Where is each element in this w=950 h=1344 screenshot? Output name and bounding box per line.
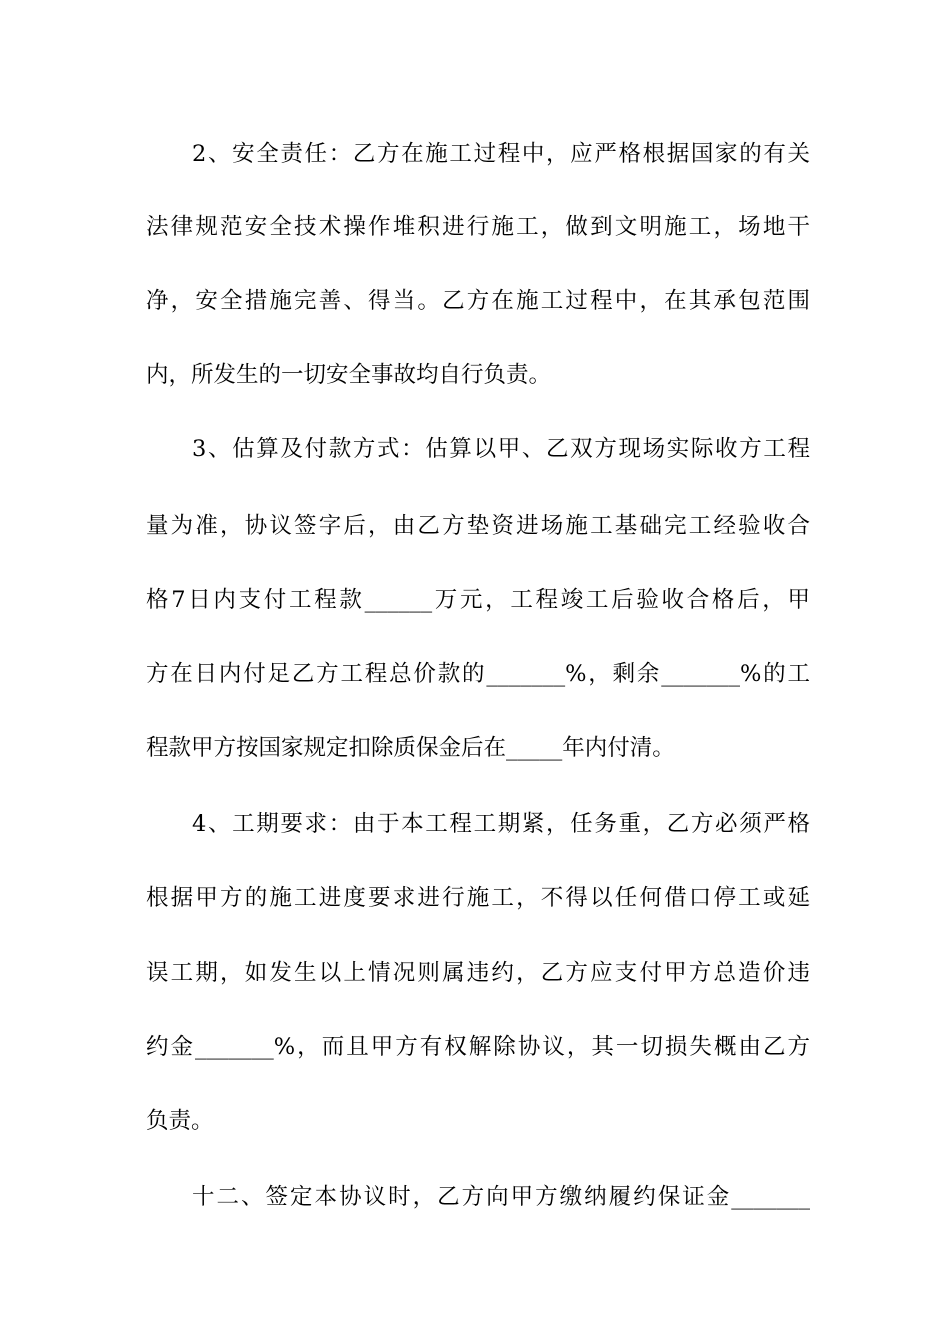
paragraph-payment-line-3: 格7日内支付工程款______万元，工程竣工后验收合格后，甲 xyxy=(146,587,810,613)
paragraph-payment-line-1: 3、估算及付款方式：估算以甲、乙双方现场实际收方工程 xyxy=(192,436,810,462)
paragraph-payment-line-4: 方在日内付足乙方工程总价款的_______%，剩余_______%的工 xyxy=(146,661,810,687)
paragraph-payment-line-5: 程款甲方按国家规定扣除质保金后在_____年内付清。 xyxy=(146,735,675,761)
paragraph-safety-line-2: 法律规范安全技术操作堆积进行施工，做到文明施工，场地干 xyxy=(146,214,810,240)
paragraph-safety-line-3: 净，安全措施完善、得当。乙方在施工过程中，在其承包范围 xyxy=(146,288,810,314)
paragraph-schedule-line-4: 约金_______%，而且甲方有权解除协议，其一切损失概由乙方 xyxy=(146,1034,810,1060)
paragraph-schedule-line-3: 误工期，如发生以上情况则属违约，乙方应支付甲方总造价违 xyxy=(146,960,810,986)
paragraph-schedule-line-5: 负责。 xyxy=(146,1108,214,1134)
paragraph-safety-line-1: 2、安全责任：乙方在施工过程中，应严格根据国家的有关 xyxy=(192,141,810,167)
paragraph-payment-line-2: 量为准，协议签字后，由乙方垫资进场施工基础完工经验收合 xyxy=(146,513,810,539)
paragraph-schedule-line-1: 4、工期要求：由于本工程工期紧，任务重，乙方必须严格 xyxy=(192,811,810,837)
paragraph-deposit-line-1: 十二、签定本协议时，乙方向甲方缴纳履约保证金_______ xyxy=(192,1184,810,1210)
paragraph-schedule-line-2: 根据甲方的施工进度要求进行施工，不得以任何借口停工或延 xyxy=(146,885,810,911)
paragraph-safety-line-4: 内，所发生的一切安全事故均自行负责。 xyxy=(146,362,552,388)
